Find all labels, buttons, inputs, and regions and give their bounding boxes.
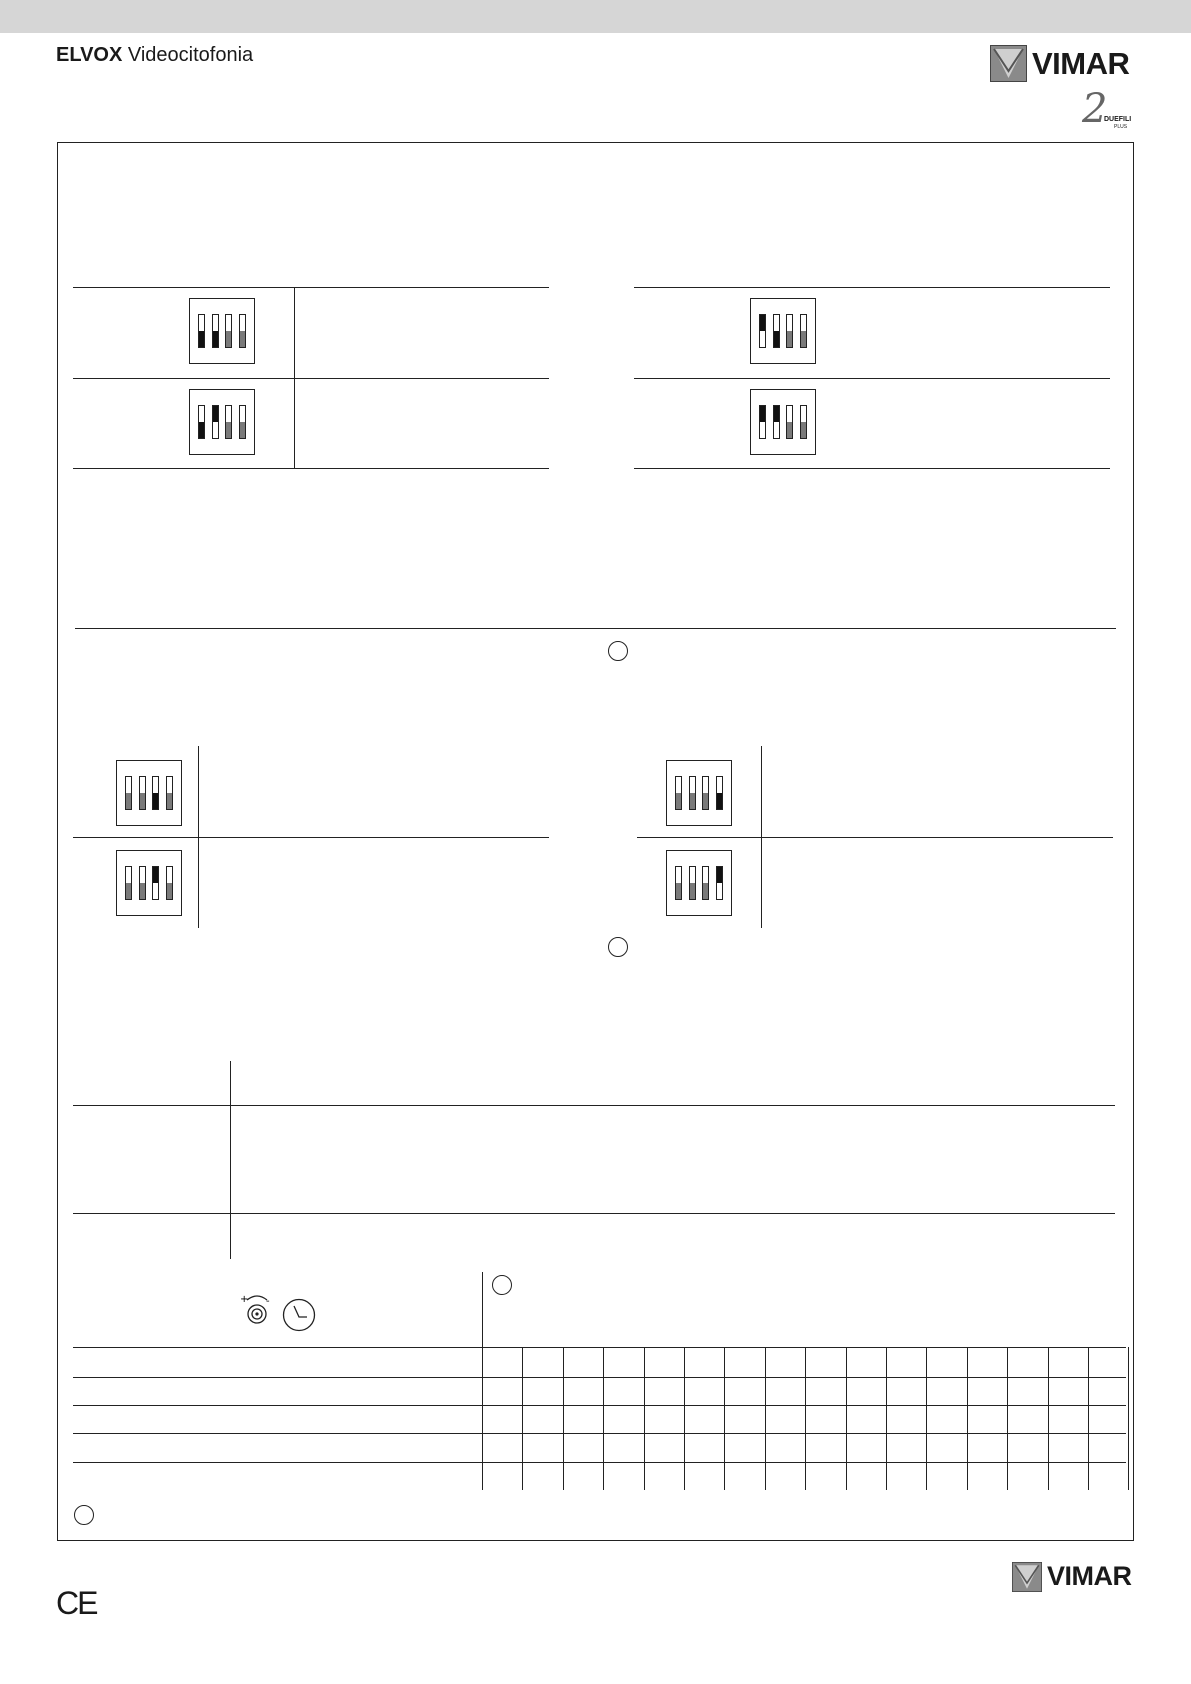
dip-lever-2 [773, 314, 780, 348]
dip-switch-2b [116, 850, 182, 916]
grid-column-line [603, 1347, 604, 1490]
dip-lever-2 [212, 405, 219, 439]
dip-lever-2 [689, 866, 696, 900]
vimar-logo-footer [1012, 1561, 1132, 1592]
grid-column-line [886, 1347, 887, 1490]
dip-lever-knob [717, 793, 722, 809]
dip-lever-2 [773, 405, 780, 439]
dip-switch-1d [750, 389, 816, 455]
dip-lever-knob [676, 793, 681, 809]
clock-icon [282, 1298, 316, 1332]
grid-column-line [522, 1347, 523, 1490]
dip-lever-1 [759, 314, 766, 348]
dip-lever-knob [760, 406, 765, 422]
dip-lever-knob [167, 883, 172, 899]
brand-elvox: ELVOX [56, 44, 123, 66]
dip-switch-1a [189, 298, 255, 364]
top-bar [0, 0, 1191, 33]
dip-lever-knob [690, 793, 695, 809]
dip-lever-knob [226, 422, 231, 438]
vimar-logo-text: VIMAR [1047, 1561, 1132, 1591]
section-rule [75, 628, 1116, 629]
vimar-logo [990, 45, 1129, 82]
grid-column-line [482, 1347, 483, 1490]
grid-column-line [1007, 1347, 1008, 1490]
dip-lever-knob [140, 793, 145, 809]
ce-mark: CE [56, 1585, 97, 1621]
grid-column-line [644, 1347, 645, 1490]
dip-lever-knob [801, 422, 806, 438]
dip-lever-knob [703, 883, 708, 899]
grid-column-line [805, 1347, 806, 1490]
rule [73, 378, 549, 379]
grid-column-line [563, 1347, 564, 1490]
dip-lever-3 [786, 405, 793, 439]
duefili-2-mark: 2 [1082, 86, 1108, 132]
grid-column-line [684, 1347, 685, 1490]
dip-lever-4 [800, 314, 807, 348]
column-divider [482, 1272, 483, 1347]
dip-lever-knob [240, 422, 245, 438]
svg-text:+: + [240, 1294, 249, 1305]
dip-lever-knob [787, 331, 792, 347]
dip-lever-knob [801, 331, 806, 347]
dip-lever-4 [166, 866, 173, 900]
vimar-logo-text: VIMAR [1032, 45, 1130, 81]
dip-lever-knob [774, 331, 779, 347]
dip-lever-knob [213, 331, 218, 347]
dip-lever-1 [675, 776, 682, 810]
dip-lever-knob [690, 883, 695, 899]
column-divider [230, 1061, 231, 1259]
dip-lever-knob [199, 422, 204, 438]
vimar-emblem-icon [1012, 1562, 1042, 1592]
grid-rule [73, 1405, 1126, 1406]
dip-lever-knob [167, 793, 172, 809]
dip-lever-3 [786, 314, 793, 348]
dip-lever-knob [153, 793, 158, 809]
rule [73, 1105, 1115, 1106]
dip-lever-3 [702, 866, 709, 900]
grid-column-line [724, 1347, 725, 1490]
dip-lever-1 [759, 405, 766, 439]
grid-rule [73, 1347, 1126, 1348]
dip-lever-knob [703, 793, 708, 809]
grid-column-line [967, 1347, 968, 1490]
grid-rule [73, 1377, 1126, 1378]
dip-lever-4 [716, 866, 723, 900]
dip-lever-knob [240, 331, 245, 347]
rule [73, 287, 549, 288]
grid-column-line [765, 1347, 766, 1490]
note-marker-circle [492, 1275, 512, 1295]
column-divider [294, 287, 295, 468]
dip-lever-knob [126, 883, 131, 899]
grid-rule [73, 1433, 1126, 1434]
dip-lever-knob [199, 331, 204, 347]
svg-text:-: - [266, 1296, 270, 1307]
rule [634, 287, 1110, 288]
dip-lever-3 [702, 776, 709, 810]
duefili-plus-text: PLUS [1114, 124, 1128, 130]
rule [637, 837, 1113, 838]
rule [73, 1213, 1115, 1214]
vimar-emblem-icon [990, 45, 1027, 82]
dip-switch-2d [666, 850, 732, 916]
dip-lever-1 [125, 866, 132, 900]
dip-lever-1 [675, 866, 682, 900]
dip-lever-4 [166, 776, 173, 810]
dip-lever-1 [198, 314, 205, 348]
grid-column-line [1048, 1347, 1049, 1490]
dip-lever-4 [239, 314, 246, 348]
rule [73, 468, 549, 469]
grid-column-line [926, 1347, 927, 1490]
dip-lever-knob [226, 331, 231, 347]
dip-lever-knob [126, 793, 131, 809]
grid-column-line [1088, 1347, 1089, 1490]
duefili-text: DUEFILI [1104, 116, 1132, 123]
dip-lever-2 [139, 866, 146, 900]
dip-switch-1b [189, 389, 255, 455]
dip-lever-knob [676, 883, 681, 899]
dip-lever-4 [239, 405, 246, 439]
dip-lever-2 [212, 314, 219, 348]
dip-lever-knob [787, 422, 792, 438]
dip-lever-3 [225, 314, 232, 348]
dip-lever-knob [213, 406, 218, 422]
dip-lever-2 [139, 776, 146, 810]
grid-column-line [846, 1347, 847, 1490]
note-marker-circle [608, 937, 628, 957]
dip-lever-3 [225, 405, 232, 439]
adjust-knob-icon [240, 1292, 276, 1326]
dip-lever-knob [153, 867, 158, 883]
note-marker-circle [74, 1505, 94, 1525]
dip-switch-2a [116, 760, 182, 826]
dip-lever-2 [689, 776, 696, 810]
dip-lever-knob [717, 867, 722, 883]
dip-lever-4 [800, 405, 807, 439]
dip-lever-3 [152, 776, 159, 810]
note-marker-circle [608, 641, 628, 661]
dip-lever-4 [716, 776, 723, 810]
dip-lever-1 [198, 405, 205, 439]
dip-switch-2c [666, 760, 732, 826]
rule [634, 378, 1110, 379]
rule [73, 837, 549, 838]
dip-lever-knob [760, 315, 765, 331]
rule [634, 468, 1110, 469]
dip-switch-1c [750, 298, 816, 364]
dip-lever-knob [774, 406, 779, 422]
dip-lever-1 [125, 776, 132, 810]
duefili-plus-logo [1080, 86, 1136, 132]
brand-videocitofonia: Videocitofonia [127, 44, 254, 66]
grid-column-line [1128, 1347, 1129, 1490]
dip-lever-knob [140, 883, 145, 899]
grid-rule [73, 1462, 1126, 1463]
dip-lever-3 [152, 866, 159, 900]
brand-title [56, 44, 253, 67]
